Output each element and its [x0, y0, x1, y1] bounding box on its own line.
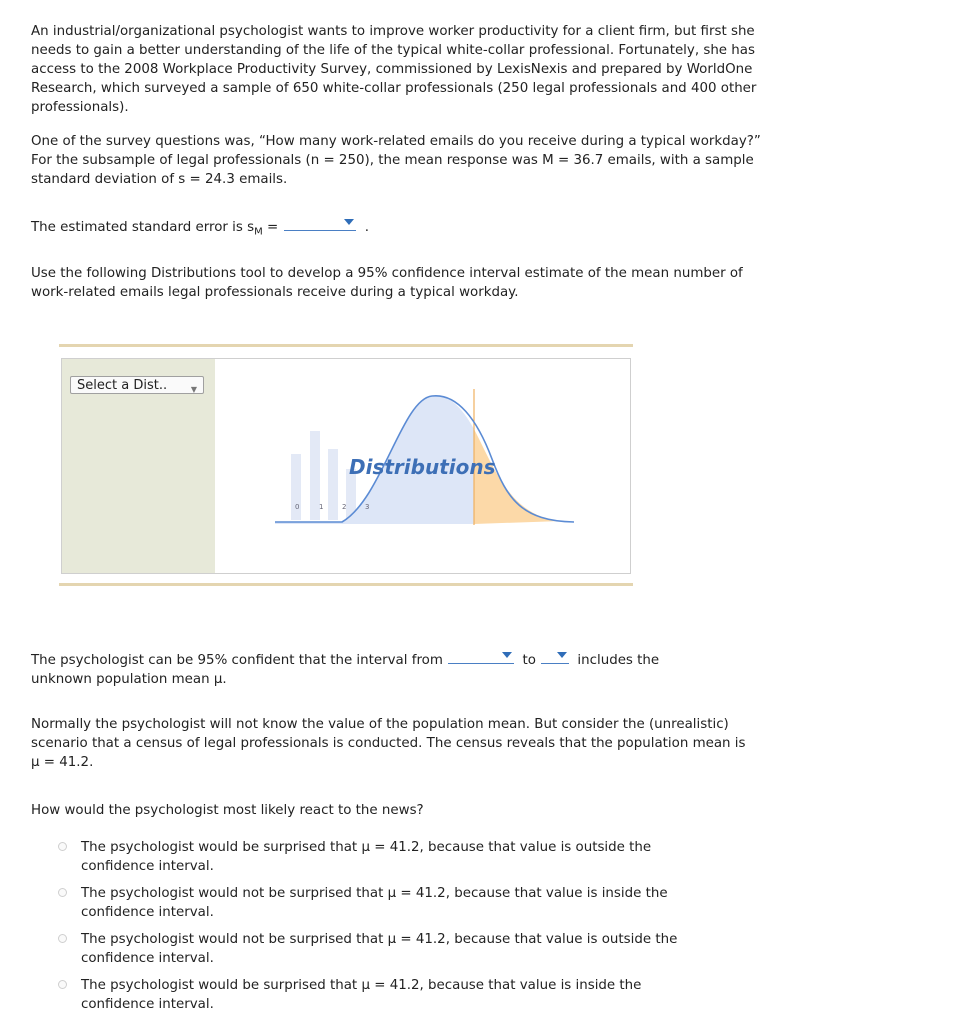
radio-button[interactable]: [58, 888, 67, 897]
standard-error-prefix: The estimated standard error is s: [31, 220, 255, 235]
logo-text: Distributions: [349, 455, 496, 479]
distributions-logo: [62, 359, 630, 573]
radio-button[interactable]: [58, 980, 67, 989]
option-line1: The psychologist would be surprised that μ = 41.2, because that value is inside the: [81, 978, 642, 993]
standard-error-dropdown[interactable]: [284, 216, 356, 231]
standard-error-line: [31, 216, 631, 242]
chevron-down-icon: [502, 652, 512, 658]
survey-paragraph: One of the survey questions was, “How many work-related emails do you receive during a typical workday?” For the subsample of legal professionals (n = 250), the mean response was M = 36.7 emails, with a sample standard deviation of s = 24.3 emails.: [31, 134, 761, 187]
census-paragraph: Normally the psychologist will not know the value of the population mean. But consider the (unrealistic) scenario that a census of legal professionals is conducted. The census reveals that the population mean is μ = 41.2.: [31, 717, 746, 770]
intro-paragraph: An industrial/organizational psychologist wants to improve worker productivity for a client firm, but first she needs to gain a better understanding of the life of the typical white-collar professional. Fortunately, she has access to the 2008 Workplace Productivity Survey, commissioned by LexisNexis and prepared by WorldOne Research, which surveyed a sample of 650 white-collar professionals (250 legal professionals and 400 other professionals).: [31, 24, 757, 115]
option-line1: The psychologist would be surprised that μ = 41.2, because that value is outside the: [81, 840, 652, 855]
option-line2: confidence interval.: [81, 905, 214, 920]
chevron-down-icon: [344, 219, 354, 225]
standard-error-subscript: M: [254, 226, 263, 238]
standard-error-equals: =: [262, 220, 283, 235]
react-question: How would the psychologist most likely react to the news?: [31, 803, 424, 818]
radio-button[interactable]: [58, 934, 67, 943]
tool-instruction: Use the following Distributions tool to develop a 95% confidence interval estimate of the mean number of work-related emails legal professionals receive during a typical workday.: [31, 266, 743, 300]
option-line2: confidence interval.: [81, 859, 214, 874]
interval-line2: unknown population mean μ.: [31, 672, 227, 687]
tool-bottom-border: [59, 583, 633, 586]
upper-bound-dropdown[interactable]: [541, 649, 569, 664]
interval-suffix: includes the: [577, 653, 660, 668]
logo-tick: 3: [365, 503, 370, 511]
lower-bound-dropdown[interactable]: [448, 649, 514, 664]
chevron-down-icon: ▼: [190, 385, 197, 394]
distributions-tool[interactable]: [61, 358, 631, 574]
interval-to: to: [522, 653, 536, 668]
interval-prefix: The psychologist can be 95% confident that the interval from: [31, 653, 443, 668]
logo-bar: [328, 449, 338, 520]
option-line2: confidence interval.: [81, 997, 214, 1012]
standard-error-suffix: .: [364, 220, 370, 235]
radio-button[interactable]: [58, 842, 67, 851]
select-distribution-label: Select a Dist..: [77, 378, 168, 393]
logo-tick: 2: [342, 503, 347, 511]
interval-question: [31, 649, 731, 689]
logo-tick: 1: [319, 503, 324, 511]
logo-tick: 0: [295, 503, 300, 511]
option-line1: The psychologist would not be surprised that μ = 41.2, because that value is inside the: [81, 886, 668, 901]
option-line1: The psychologist would not be surprised that μ = 41.2, because that value is outside the: [81, 932, 678, 947]
chevron-down-icon: [557, 652, 567, 658]
option-line2: confidence interval.: [81, 951, 214, 966]
tool-top-border: [59, 344, 633, 347]
